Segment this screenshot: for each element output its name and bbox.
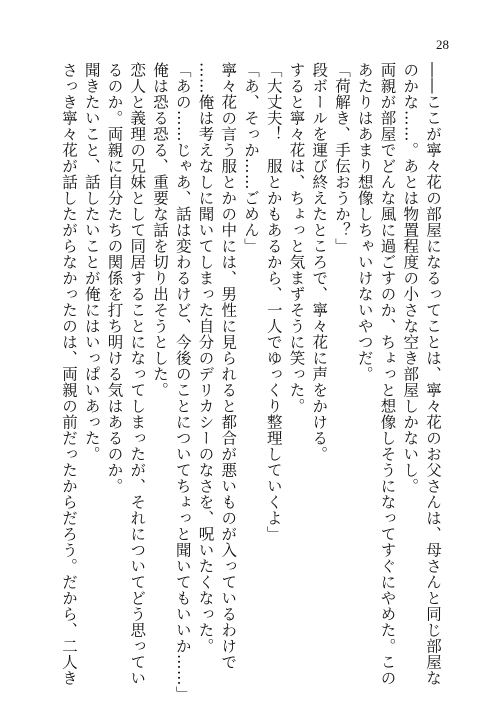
text-line: 「荷解き、手伝おうか？」 [333,62,351,254]
text-line: 両親が部屋でどんな風に過ごすのか、ちょっと想像しそうになってすぐにやめた。この [378,62,397,686]
page-number: 28 [436,37,449,52]
text-line: ――ここが寧々花の部屋になるってことは、寧々花のお父さんは、母さんと同じ部屋な [424,62,442,686]
text-line: 段ボールを運び終えたところで、寧々花に声をかける。 [310,62,329,462]
text-line: るのか。両親に自分たちの関係を打ち明ける気はあるのか。 [105,62,124,494]
text-line: 「大丈夫！ 服とかもあるから、一人でゆっくり整理していくよ」 [264,62,283,542]
text-line: のかな……。あとは物置程度の小さな空き部屋しかないし。 [401,62,420,494]
text-line: 「あの……じゃあ、話は変わるけど、今後のことについてちょっと聞いてもいいか……」 [173,62,192,702]
text-line: あたりはあまり想像しちゃいけないやつだ。 [355,62,374,382]
text-line: 寧々花の言う服とかの中には、男性に見られると都合が悪いものが入っているわけで [219,62,238,670]
novel-text-body [60,62,442,702]
text-line: 聞きたいこと、話したいことが俺にはいっぱいあった。 [82,62,101,462]
text-line: すると寧々花は、ちょっと気まずそうに笑った。 [287,62,306,414]
text-line: 「あ、そっか……ごめん」 [242,62,260,254]
text-line: さっき寧々花が話したがらなかったのは、両親の前だったからだろう。だから、二人き [60,62,78,686]
text-line: ……俺は考えなしに聞いてしまった自分のデリカシーのなさを、呪いたくなった。 [196,62,215,654]
text-line: 恋人と義理の兄妹として同居することになってしまったが、それについてどう思ってい [128,62,147,686]
text-line: 俺は恐る恐る、重要な話を切り出そうとした。 [151,62,169,398]
